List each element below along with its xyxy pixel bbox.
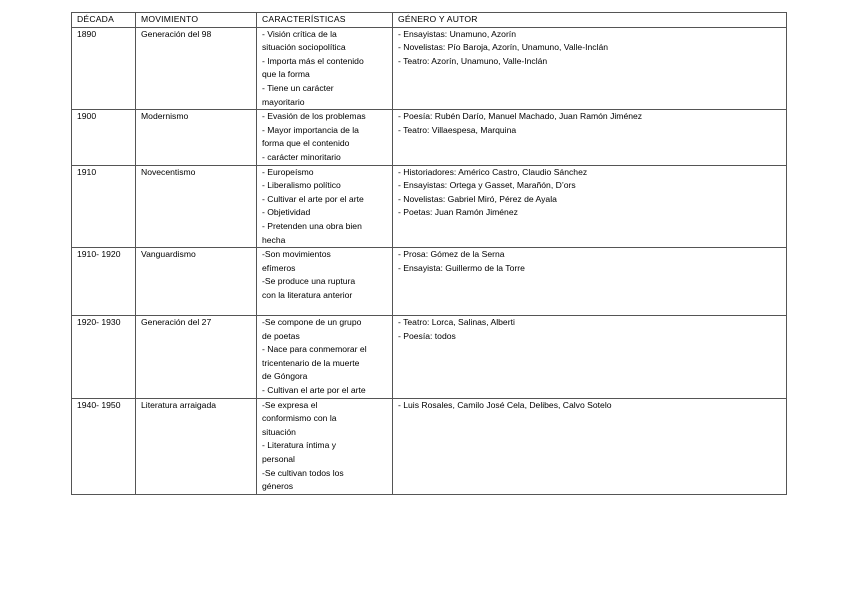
caracteristica-line: personal <box>262 454 295 465</box>
cell-caracteristicas <box>257 165 393 248</box>
table-row <box>72 27 787 110</box>
caracteristica-line: - Liberalismo político <box>262 180 341 191</box>
genero-autor-line: - Ensayista: Guillermo de la Torre <box>398 262 525 273</box>
cell-caracteristicas <box>257 248 393 316</box>
cell-genero-autor <box>393 27 787 110</box>
caracteristica-line: -Se compone de un grupo <box>262 317 362 328</box>
cell-genero-autor <box>393 248 787 316</box>
cell-decada: 1910 <box>72 165 136 248</box>
table-row <box>72 398 787 494</box>
caracteristica-line: tricentenario de la muerte <box>262 357 360 368</box>
caracteristica-line: -Son movimientos <box>262 249 331 260</box>
table-row <box>72 165 787 248</box>
caracteristica-line: mayoritario <box>262 96 305 107</box>
caracteristica-line: - Visión crítica de la <box>262 28 337 39</box>
table-row <box>72 316 787 399</box>
caracteristica-line: - Europeísmo <box>262 166 314 177</box>
caracteristica-line: de poetas <box>262 330 300 341</box>
caracteristica-line: - Evasión de los problemas <box>262 111 366 122</box>
caracteristica-line: - Importa más el contenido <box>262 55 364 66</box>
header-genero-autor: GÉNERO Y AUTOR <box>393 13 787 28</box>
genero-autor-line: - Novelistas: Pío Baroja, Azorín, Unamuno, Valle-Inclán <box>398 42 609 53</box>
caracteristica-line: géneros <box>262 481 294 492</box>
table-row <box>72 110 787 165</box>
genero-autor-line: - Ensayistas: Ortega y Gasset, Marañón, D’ors <box>398 180 576 191</box>
caracteristica-line: - Objetividad <box>262 207 311 218</box>
header-decada: DÉCADA <box>72 13 136 28</box>
genero-autor-line: - Poesía: todos <box>398 330 456 341</box>
cell-movimiento: Modernismo <box>136 110 257 165</box>
genero-autor-line: - Historiadores: Américo Castro, Claudio Sánchez <box>398 166 588 177</box>
cell-decada: 1910- 1920 <box>72 248 136 316</box>
caracteristica-line: - carácter minoritario <box>262 151 341 162</box>
header-movimiento: MOVIMIENTO <box>136 13 257 28</box>
genero-autor-line: - Poetas: Juan Ramón Jiménez <box>398 207 518 218</box>
literature-table <box>71 12 787 495</box>
header-caracteristicas: CARACTERÍSTICAS <box>257 13 393 28</box>
caracteristica-line: que la forma <box>262 69 310 80</box>
cell-movimiento: Novecentismo <box>136 165 257 248</box>
caracteristica-line: situación sociopolítica <box>262 42 346 53</box>
genero-autor-line: - Prosa: Gómez de la Serna <box>398 249 505 260</box>
cell-movimiento: Vanguardismo <box>136 248 257 316</box>
genero-autor-line: - Novelistas: Gabriel Miró, Pérez de Ayala <box>398 193 557 204</box>
cell-genero-autor <box>393 110 787 165</box>
caracteristica-line: forma que el contenido <box>262 138 350 149</box>
caracteristica-line: -Se expresa el <box>262 399 318 410</box>
caracteristica-line: con la literatura anterior <box>262 289 353 300</box>
cell-decada: 1940- 1950 <box>72 398 136 494</box>
cell-decada: 1890 <box>72 27 136 110</box>
cell-caracteristicas <box>257 316 393 399</box>
cell-movimiento: Generación del 98 <box>136 27 257 110</box>
caracteristica-line: - Pretenden una obra bien <box>262 220 362 231</box>
caracteristica-line: - Cultivar el arte por el arte <box>262 193 364 204</box>
caracteristica-line: - Nace para conmemorar el <box>262 344 367 355</box>
cell-caracteristicas <box>257 398 393 494</box>
genero-autor-line: - Ensayistas: Unamuno, Azorín <box>398 28 516 39</box>
caracteristica-line: - Mayor importancia de la <box>262 124 359 135</box>
caracteristica-line: - Tiene un carácter <box>262 82 334 93</box>
caracteristica-line: de Góngora <box>262 371 308 382</box>
caracteristica-line: - Cultivan el arte por el arte <box>262 385 366 396</box>
caracteristica-line: -Se cultivan todos los <box>262 467 344 478</box>
genero-autor-line: - Teatro: Lorca, Salinas, Alberti <box>398 317 515 328</box>
genero-autor-line: - Poesía: Rubén Darío, Manuel Machado, Juan Ramón Jiménez <box>398 111 643 122</box>
cell-movimiento: Generación del 27 <box>136 316 257 399</box>
genero-autor-line: - Teatro: Azorín, Unamuno, Valle-Inclán <box>398 55 548 66</box>
cell-decada: 1900 <box>72 110 136 165</box>
caracteristica-line: situación <box>262 426 296 437</box>
cell-genero-autor <box>393 316 787 399</box>
caracteristica-line: - Literatura íntima y <box>262 440 337 451</box>
cell-decada: 1920- 1930 <box>72 316 136 399</box>
table-row <box>72 248 787 316</box>
cell-genero-autor <box>393 398 787 494</box>
caracteristica-line: efímeros <box>262 262 296 273</box>
caracteristica-line: -Se produce una ruptura <box>262 276 356 287</box>
cell-movimiento: Literatura arraigada <box>136 398 257 494</box>
caracteristica-line: hecha <box>262 234 286 245</box>
table-header-row <box>72 13 787 28</box>
cell-caracteristicas <box>257 27 393 110</box>
genero-autor-line: - Teatro: Villaespesa, Marquina <box>398 124 517 135</box>
cell-caracteristicas <box>257 110 393 165</box>
caracteristica-line: conformismo con la <box>262 413 337 424</box>
genero-autor-line: - Luis Rosales, Camilo José Cela, Delibes, Calvo Sotelo <box>398 399 612 410</box>
cell-genero-autor <box>393 165 787 248</box>
